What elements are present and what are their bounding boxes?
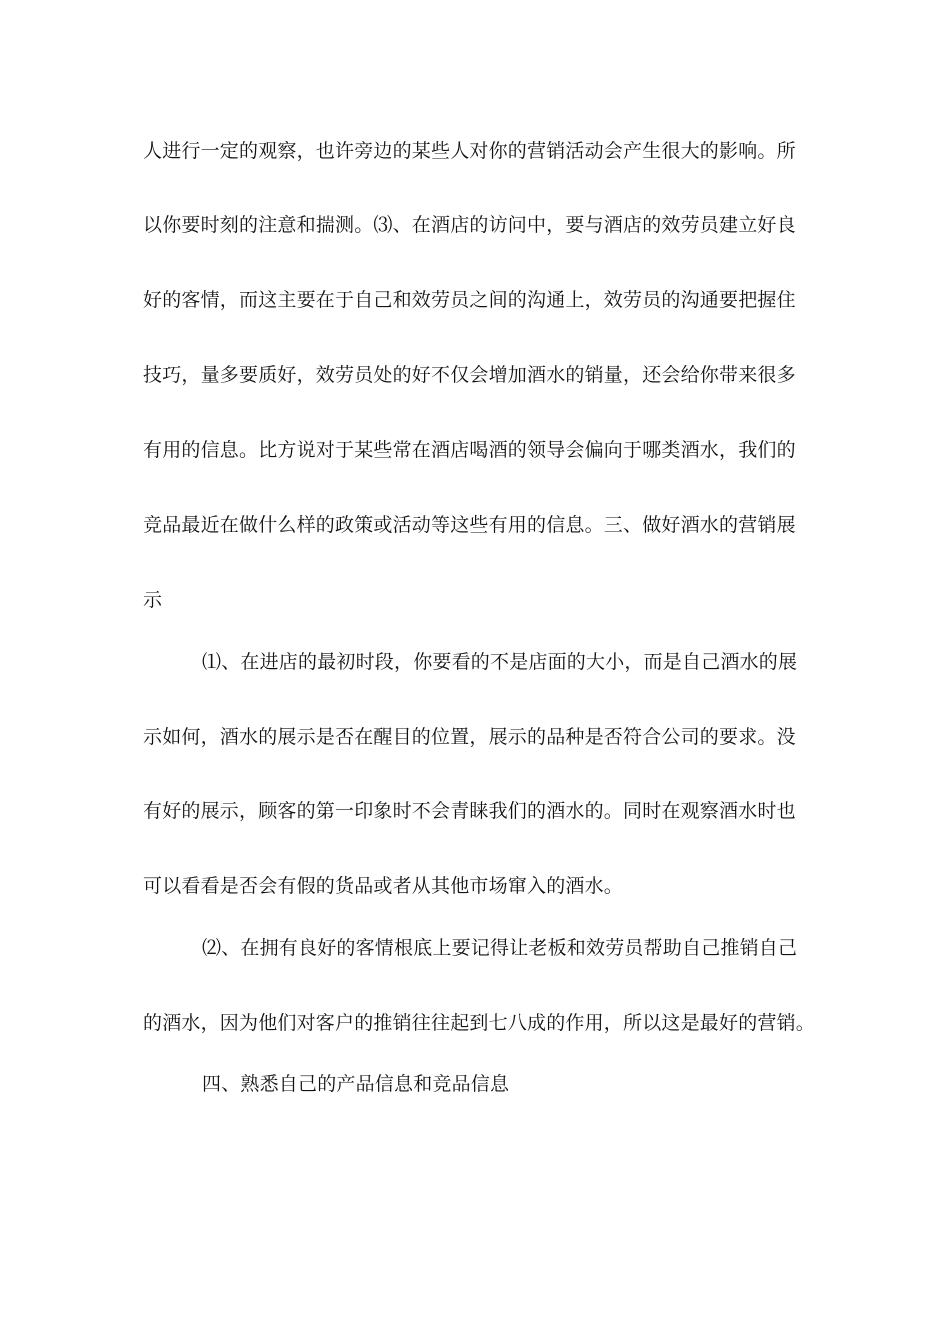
section-heading: 四、熟悉自己的产品信息和竞品信息	[202, 1073, 510, 1095]
text-line: 竞品最近在做什么样的政策或活动等这些有用的信息。三、做好酒水的营销展	[143, 514, 796, 536]
text-line: 有用的信息。比方说对于某些常在酒店喝酒的领导会偏向于哪类酒水，我们的	[143, 439, 796, 461]
text-line: 示	[143, 589, 163, 611]
text-line: 示如何，酒水的展示是否在醒目的位置，展示的品种是否符合公司的要求。没	[143, 726, 796, 748]
text-line: 好的客情，而这主要在于自己和效劳员之间的沟通上，效劳员的沟通要把握住	[143, 289, 796, 311]
text-line: 技巧，量多要质好，效劳员处的好不仅会增加酒水的销量，还会给你带来很多	[143, 364, 796, 386]
paragraph-start-line: ⑵、在拥有良好的客情根底上要记得让老板和效劳员帮助自己推销自己	[202, 937, 798, 959]
paragraph-start-line: ⑴、在进店的最初时段，你要看的不是店面的大小，而是自己酒水的展	[202, 651, 798, 673]
text-line: 可以看看是否会有假的货品或者从其他市场窜入的酒水。	[143, 875, 624, 897]
text-line: 以你要时刻的注意和揣测。⑶、在酒店的访问中，要与酒店的效劳员建立好良	[143, 214, 796, 236]
text-line: 的酒水，因为他们对客户的推销往往起到七八成的作用，所以这是最好的营销。	[143, 1012, 816, 1034]
text-line: 有好的展示，顾客的第一印象时不会青睐我们的酒水的。同时在观察酒水时也	[143, 800, 796, 822]
text-line: 人进行一定的观察，也许旁边的某些人对你的营销活动会产生很大的影响。所	[143, 140, 796, 162]
